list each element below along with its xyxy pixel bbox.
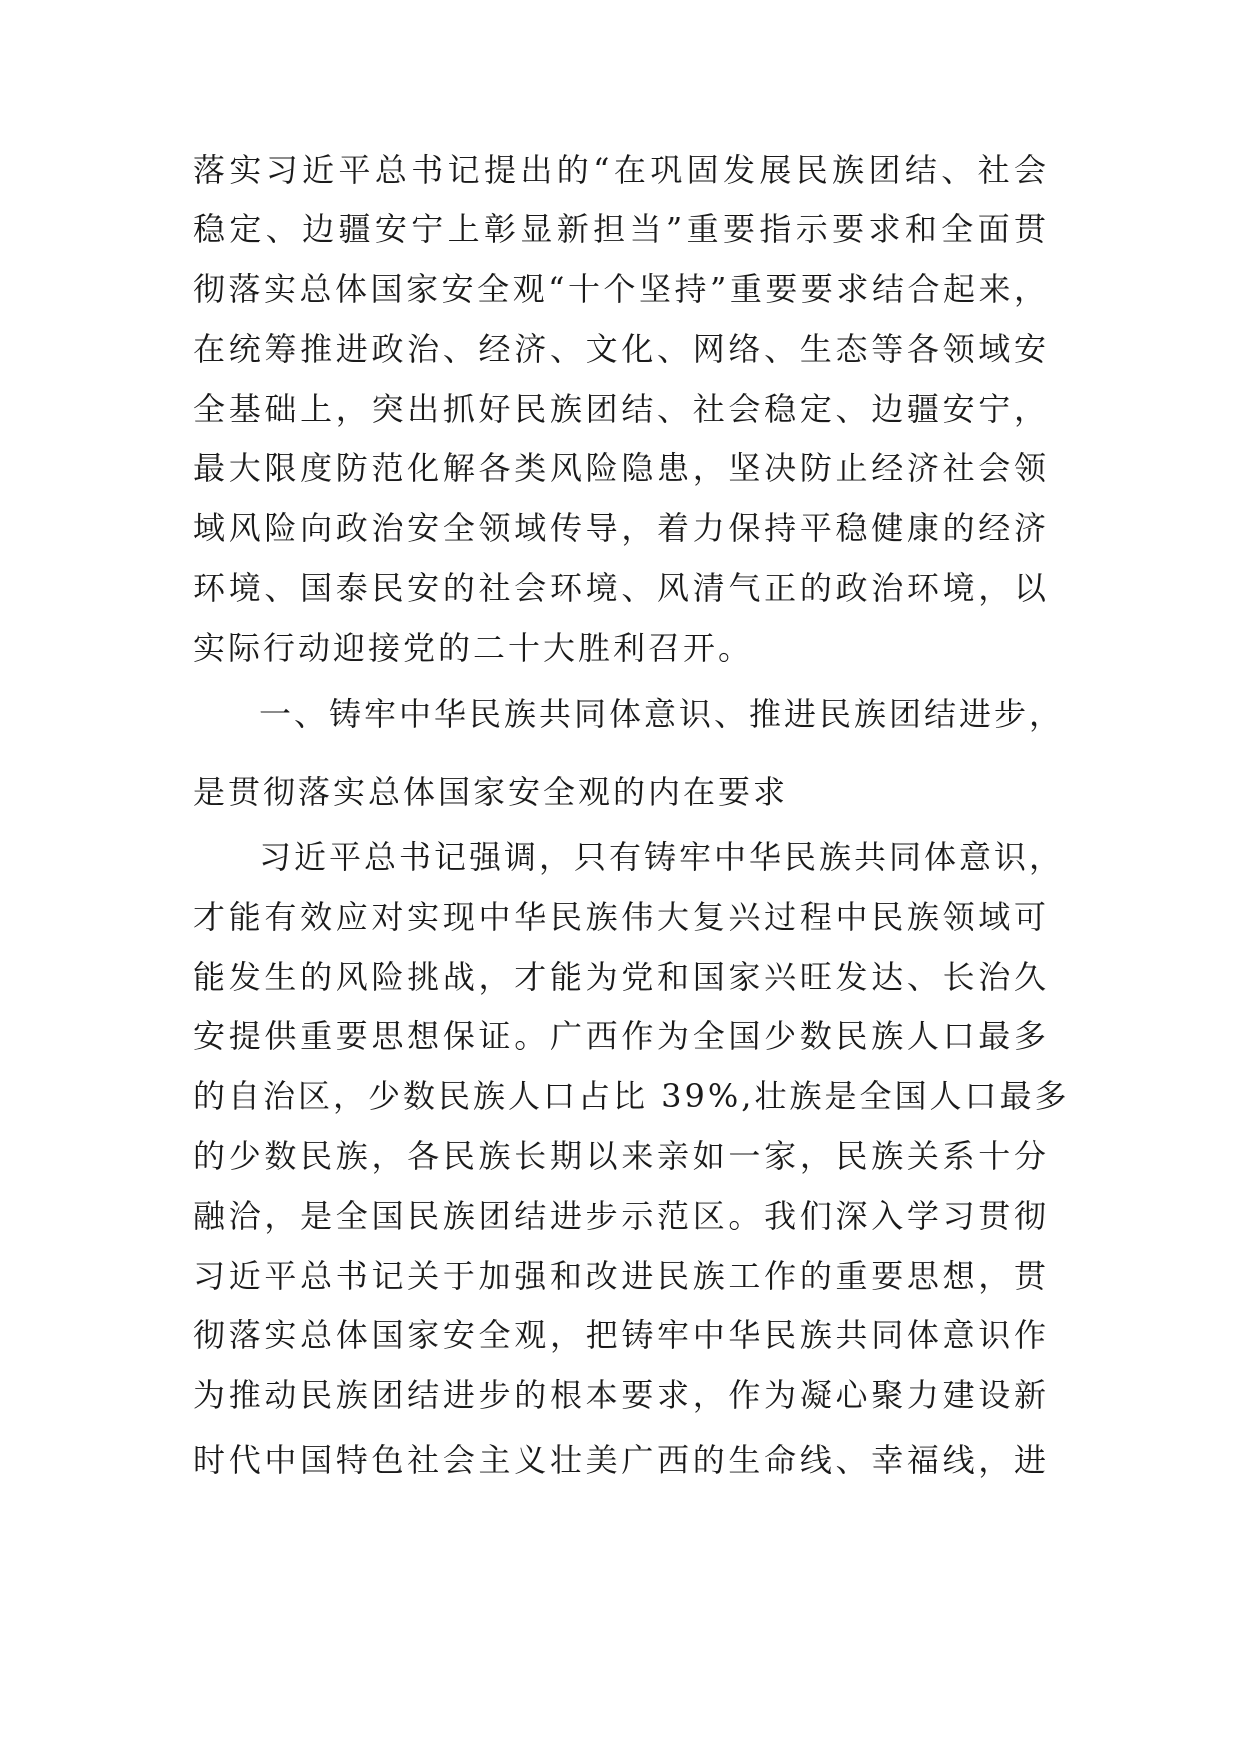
paragraph-line: 环境、国泰民安的社会环境、风清气正的政治环境，以 [193, 569, 1049, 607]
paragraph-line: 彻落实总体国家安全观“十个坚持”重要要求结合起来， [193, 270, 1049, 308]
paragraph-line: 为推动民族团结进步的根本要求，作为凝心聚力建设新 [193, 1376, 1049, 1414]
paragraph-line: 能发生的风险挑战，才能为党和国家兴旺发达、长治久 [193, 958, 1049, 996]
paragraph-line: 的少数民族，各民族长期以来亲如一家，民族关系十分 [193, 1137, 1049, 1175]
section-heading-line: 是贯彻落实总体国家安全观的内在要求 [193, 773, 789, 811]
paragraph-line: 习近平总书记强调，只有铸牢中华民族共同体意识， [259, 838, 1065, 876]
paragraph-line: 域风险向政治安全领域传导，着力保持平稳健康的经济 [193, 509, 1049, 547]
paragraph-line: 时代中国特色社会主义壮美广西的生命线、幸福线，进 [193, 1441, 1049, 1479]
paragraph-line: 稳定、边疆安宁上彰显新担当”重要指示要求和全面贯 [193, 210, 1049, 248]
paragraph-line: 才能有效应对实现中华民族伟大复兴过程中民族领域可 [193, 898, 1049, 936]
paragraph-line: 彻落实总体国家安全观，把铸牢中华民族共同体意识作 [193, 1316, 1049, 1354]
paragraph-line: 安提供重要思想保证。广西作为全国少数民族人口最多 [193, 1017, 1049, 1055]
paragraph-line: 融洽，是全国民族团结进步示范区。我们深入学习贯彻 [193, 1197, 1049, 1235]
paragraph-line: 的自治区，少数民族人口占比 39%,壮族是全国人口最多 [193, 1077, 1070, 1115]
section-heading-line: 一、铸牢中华民族共同体意识、推进民族团结进步， [259, 695, 1065, 733]
paragraph-line: 习近平总书记关于加强和改进民族工作的重要思想，贯 [193, 1257, 1049, 1295]
paragraph-line: 实际行动迎接党的二十大胜利召开。 [193, 629, 754, 667]
paragraph-line: 在统筹推进政治、经济、文化、网络、生态等各领域安 [193, 330, 1049, 368]
paragraph-line: 最大限度防范化解各类风险隐患，坚决防止经济社会领 [193, 449, 1049, 487]
paragraph-line: 落实习近平总书记提出的“在巩固发展民族团结、社会 [193, 151, 1049, 189]
paragraph-line: 全基础上，突出抓好民族团结、社会稳定、边疆安宁， [193, 390, 1049, 428]
